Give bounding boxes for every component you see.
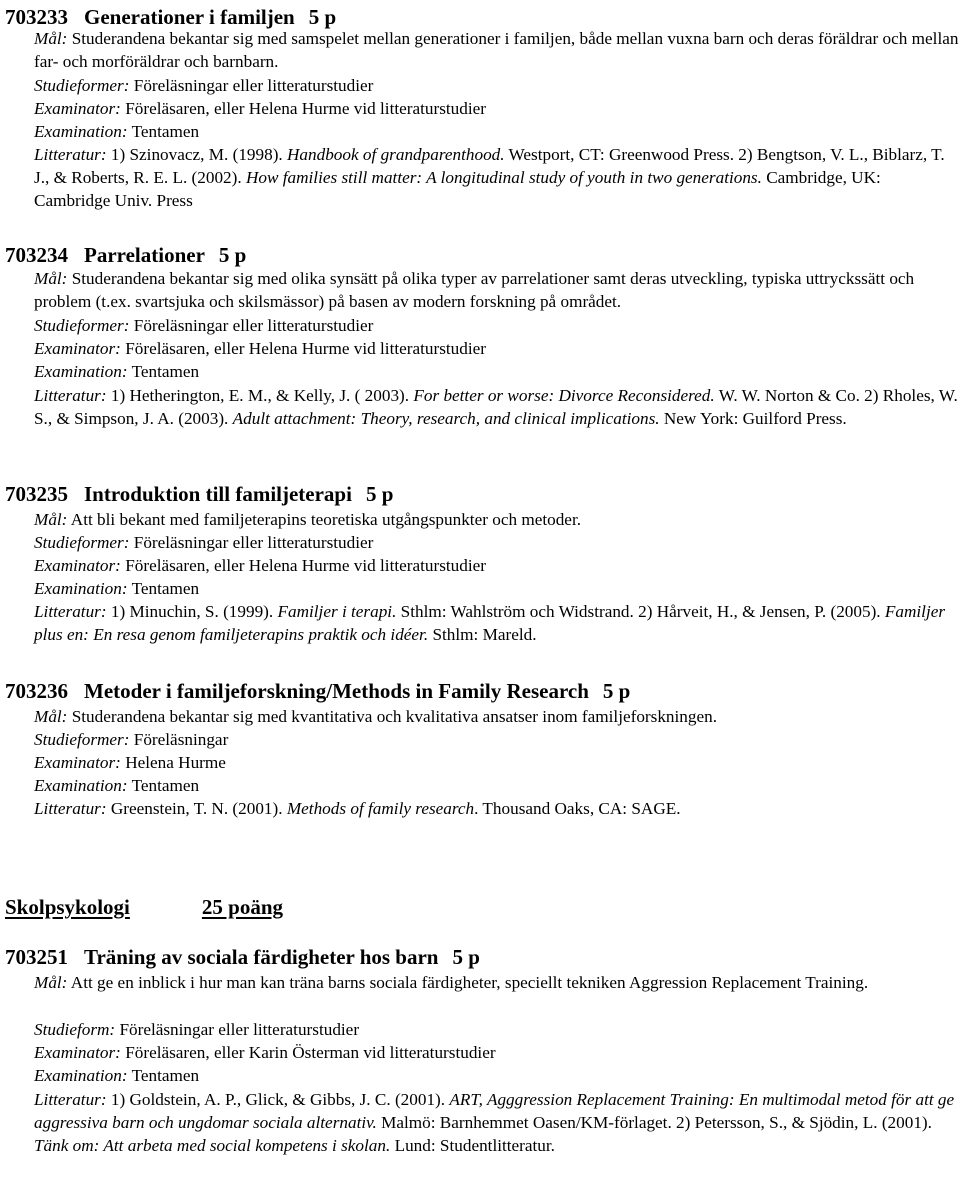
course-examiner bbox=[34, 751, 960, 774]
goal-label: Mål: bbox=[34, 269, 68, 288]
reference-text: . Thousand Oaks, CA: SAGE. bbox=[474, 799, 681, 818]
reference-text: 1) Hetherington, E. M., & Kelly, J. ( 2003). bbox=[110, 386, 414, 405]
examiner-text: Helena Hurme bbox=[125, 753, 226, 772]
study-forms-text: Föreläsningar eller litteraturstudier bbox=[119, 1020, 360, 1039]
course-examination bbox=[34, 120, 960, 143]
course-study-forms bbox=[34, 74, 960, 97]
course-code: 703251 bbox=[5, 945, 68, 969]
goal-label: Mål: bbox=[34, 510, 68, 529]
reference-text: Greenstein, T. N. (2001). bbox=[110, 799, 287, 818]
course-examiner bbox=[34, 337, 960, 360]
course-goal bbox=[34, 267, 960, 313]
study-forms-label: Studieformer: bbox=[34, 533, 130, 552]
literature-text bbox=[111, 799, 681, 818]
examiner-text: Föreläsaren, eller Karin Österman vid litteraturstudier bbox=[125, 1043, 496, 1062]
course-credits: 5 p bbox=[308, 5, 337, 29]
course-title: Introduktion till familjeterapi bbox=[84, 482, 352, 506]
course-examination bbox=[34, 577, 960, 600]
examiner-text: Föreläsaren, eller Helena Hurme vid litteraturstudier bbox=[125, 556, 486, 575]
goal-text: Att bli bekant med familjeterapins teoretiska utgångspunkter och metoder. bbox=[70, 510, 582, 529]
reference-title: How families still matter: A longitudinal study of youth in two generations. bbox=[245, 168, 762, 187]
course-code: 703236 bbox=[5, 679, 68, 703]
reference-text: Cambridge, UK: Cambridge Univ. Press bbox=[34, 168, 881, 210]
course-heading bbox=[5, 242, 246, 268]
course-study-forms bbox=[34, 728, 960, 751]
examiner-text: Föreläsaren, eller Helena Hurme vid litteraturstudier bbox=[125, 339, 486, 358]
examiner-label: Examinator: bbox=[34, 556, 121, 575]
study-forms-label: Studieform: bbox=[34, 1020, 116, 1039]
course-examination bbox=[34, 1064, 960, 1087]
course-examiner bbox=[34, 97, 960, 120]
course-code: 703235 bbox=[5, 482, 68, 506]
study-forms-label: Studieformer: bbox=[34, 76, 130, 95]
course-literature bbox=[34, 797, 960, 820]
study-forms-text: Föreläsningar eller litteraturstudier bbox=[133, 316, 374, 335]
section-credits: 25 poäng bbox=[201, 895, 284, 919]
study-forms-text: Föreläsningar eller litteraturstudier bbox=[133, 533, 374, 552]
study-forms-label: Studieformer: bbox=[34, 316, 130, 335]
goal-text: Studerandena bekantar sig med kvantitativa och kvalitativa ansatser inom familjeforskningen. bbox=[71, 707, 718, 726]
examination-label: Examination: bbox=[34, 1066, 128, 1085]
examination-label: Examination: bbox=[34, 776, 128, 795]
course-literature bbox=[34, 143, 960, 212]
course-heading bbox=[5, 944, 480, 970]
examination-label: Examination: bbox=[34, 579, 128, 598]
course-goal bbox=[34, 508, 960, 531]
course-literature bbox=[34, 600, 960, 646]
literature-label: Litteratur: bbox=[34, 145, 107, 164]
reference-text: Westport, CT: Greenwood Press. 2) Bengtson, V. L., Biblarz, T. J., & Roberts, R. E. L. (2002). bbox=[34, 145, 945, 187]
course-literature bbox=[34, 384, 960, 430]
course-heading bbox=[5, 678, 630, 704]
examination-text: Tentamen bbox=[131, 776, 200, 795]
course-study-forms bbox=[34, 1018, 960, 1041]
literature-text bbox=[34, 145, 945, 210]
literature-label: Litteratur: bbox=[34, 386, 107, 405]
reference-title: ART, Agggression Replacement Training: En multimodal metod för att ge aggressiva barn och ungdomar sociala alternativ. bbox=[34, 1090, 955, 1132]
study-forms-text: Föreläsningar eller litteraturstudier bbox=[133, 76, 374, 95]
examination-label: Examination: bbox=[34, 362, 128, 381]
examination-label: Examination: bbox=[34, 122, 128, 141]
course-goal bbox=[34, 27, 960, 73]
reference-text: 1) Minuchin, S. (1999). bbox=[110, 602, 278, 621]
examination-text: Tentamen bbox=[131, 1066, 200, 1085]
course-literature bbox=[34, 1088, 960, 1157]
course-title: Generationer i familjen bbox=[84, 5, 295, 29]
reference-title: Familjer i terapi. bbox=[277, 602, 397, 621]
study-forms-text: Föreläsningar bbox=[133, 730, 229, 749]
reference-title: Tänk om: Att arbeta med social kompetens i skolan. bbox=[34, 1136, 391, 1155]
reference-title: Adult attachment: Theory, research, and clinical implications. bbox=[232, 409, 660, 428]
course-goal bbox=[34, 705, 960, 728]
literature-text bbox=[34, 602, 945, 644]
examiner-text: Föreläsaren, eller Helena Hurme vid litteraturstudier bbox=[125, 99, 486, 118]
course-credits: 5 p bbox=[365, 482, 394, 506]
course-examination bbox=[34, 774, 960, 797]
reference-text: New York: Guilford Press. bbox=[659, 409, 847, 428]
examiner-label: Examinator: bbox=[34, 99, 121, 118]
course-title: Parrelationer bbox=[84, 243, 205, 267]
goal-text: Studerandena bekantar sig med samspelet mellan generationer i familjen, både mellan vuxna barn och deras föräldrar och mellan far- och morföräldrar och barnbarn. bbox=[34, 29, 959, 71]
section-heading bbox=[5, 894, 283, 920]
course-code: 703233 bbox=[5, 5, 68, 29]
course-code: 703234 bbox=[5, 243, 68, 267]
reference-text: 1) Goldstein, A. P., Glick, & Gibbs, J. C. (2001). bbox=[110, 1090, 450, 1109]
course-study-forms bbox=[34, 314, 960, 337]
course-study-forms bbox=[34, 531, 960, 554]
examination-text: Tentamen bbox=[131, 579, 200, 598]
examiner-label: Examinator: bbox=[34, 1043, 121, 1062]
reference-title: Familjer plus en: En resa genom familjeterapins praktik och idéer. bbox=[34, 602, 946, 644]
reference-text: Lund: Studentlitteratur. bbox=[390, 1136, 555, 1155]
course-examination bbox=[34, 360, 960, 383]
reference-text: Sthlm: Mareld. bbox=[428, 625, 537, 644]
course-title: Metoder i familjeforskning/Methods in Family Research bbox=[84, 679, 589, 703]
goal-text: Att ge en inblick i hur man kan träna barns sociala färdigheter, speciellt tekniken Aggression Replacement Training. bbox=[70, 973, 869, 992]
course-credits: 5 p bbox=[218, 243, 247, 267]
goal-text: Studerandena bekantar sig med olika synsätt på olika typer av parrelationer samt deras utveckling, typiska uttryckssätt och problem (t.ex. svartsjuka och skilsmässor) på basen av modern forskning på området. bbox=[34, 269, 915, 311]
goal-label: Mål: bbox=[34, 29, 68, 48]
course-examiner bbox=[34, 554, 960, 577]
reference-title: Handbook of grandparenthood. bbox=[287, 145, 505, 164]
literature-text bbox=[34, 386, 958, 428]
reference-text: W. W. Norton & Co. 2) Rholes, W. S., & Simpson, J. A. (2003). bbox=[34, 386, 958, 428]
examiner-label: Examinator: bbox=[34, 753, 121, 772]
reference-title: Methods of family research bbox=[286, 799, 475, 818]
course-goal bbox=[34, 971, 960, 994]
goal-label: Mål: bbox=[34, 973, 68, 992]
course-examiner bbox=[34, 1041, 960, 1064]
reference-text: Sthlm: Wahlström och Widstrand. 2) Hårveit, H., & Jensen, P. (2005). bbox=[396, 602, 885, 621]
goal-label: Mål: bbox=[34, 707, 68, 726]
reference-title: For better or worse: Divorce Reconsidered. bbox=[413, 386, 715, 405]
literature-label: Litteratur: bbox=[34, 602, 107, 621]
examiner-label: Examinator: bbox=[34, 339, 121, 358]
reference-text: Malmö: Barnhemmet Oasen/KM-förlaget. 2) Petersson, S., & Sjödin, L. (2001). bbox=[376, 1113, 932, 1132]
course-credits: 5 p bbox=[602, 679, 631, 703]
section-name: Skolpsykologi bbox=[5, 895, 130, 919]
course-title: Träning av sociala färdigheter hos barn bbox=[84, 945, 439, 969]
examination-text: Tentamen bbox=[131, 122, 200, 141]
course-heading bbox=[5, 481, 393, 507]
literature-label: Litteratur: bbox=[34, 799, 107, 818]
course-credits: 5 p bbox=[452, 945, 480, 969]
literature-text bbox=[34, 1090, 954, 1155]
examination-text: Tentamen bbox=[131, 362, 200, 381]
reference-text: 1) Szinovacz, M. (1998). bbox=[110, 145, 288, 164]
study-forms-label: Studieformer: bbox=[34, 730, 130, 749]
literature-label: Litteratur: bbox=[34, 1090, 107, 1109]
